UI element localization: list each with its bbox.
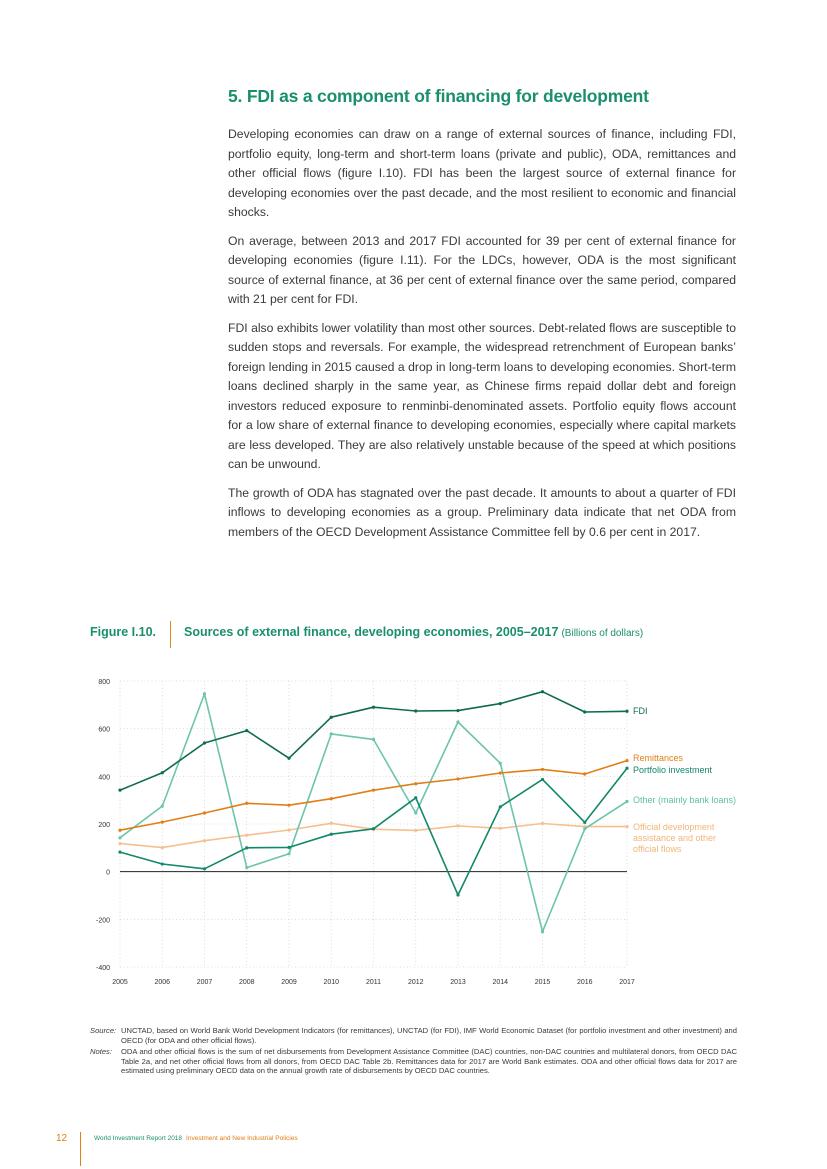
y-tick-label: 800: [98, 679, 110, 686]
notes-label: Notes:: [90, 1047, 112, 1056]
data-point-portfolio-investment: [161, 862, 164, 865]
series-line-other-mainly-bank-loans: [120, 694, 627, 932]
data-point-fdi: [583, 710, 586, 713]
data-point-remittances: [372, 789, 375, 792]
data-point-remittances: [583, 772, 586, 775]
paragraph: The growth of ODA has stagnated over the past decade. It amounts to about a quarter of FDI inflows to developing economies as a group. Preliminary data indicate that net ODA from members of the OECD Development Assistance Committee fell by 0.6 per cent in 2017.: [228, 485, 736, 539]
data-point-portfolio-investment: [414, 796, 417, 799]
y-tick-label: 0: [106, 869, 110, 877]
x-tick-label: 2006: [154, 979, 171, 986]
data-point-portfolio-investment: [456, 893, 459, 896]
source-text: UNCTAD, based on World Bank World Development Indicators (for remittances), UNCTAD (for FDI), IMF World Economic Dataset (for portfolio investment and other investment) and OECD (for ODA and other official flows).: [121, 1026, 737, 1045]
figure-unit: (Billions of dollars): [561, 628, 644, 639]
data-point-official-development-assistance-and-other-official-flows: [330, 822, 333, 825]
figure-label: Figure I.10.: [90, 625, 156, 639]
data-point-fdi: [203, 741, 206, 744]
data-point-other-mainly-bank-loans: [583, 827, 586, 830]
data-point-other-mainly-bank-loans: [330, 732, 333, 735]
y-tick-label: -400: [95, 965, 110, 972]
data-point-official-development-assistance-and-other-official-flows: [203, 839, 206, 842]
figure-title-text: Sources of external finance, developing economies, 2005–2017: [184, 625, 559, 639]
data-point-official-development-assistance-and-other-official-flows: [456, 824, 459, 827]
data-point-remittances: [330, 797, 333, 800]
data-point-portfolio-investment: [625, 767, 628, 770]
data-point-other-mainly-bank-loans: [203, 692, 206, 695]
x-tick-label: 2011: [365, 979, 382, 986]
figure-notes: [90, 1026, 737, 1078]
data-point-fdi: [372, 706, 375, 709]
legend-fdi: FDI: [633, 706, 648, 716]
data-point-other-mainly-bank-loans: [118, 836, 121, 839]
data-point-portfolio-investment: [499, 805, 502, 808]
data-point-official-development-assistance-and-other-official-flows: [541, 822, 544, 825]
data-point-remittances: [245, 802, 248, 805]
x-tick-label: 2012: [407, 979, 424, 986]
data-point-remittances: [203, 811, 206, 814]
data-point-other-mainly-bank-loans: [287, 852, 290, 855]
x-tick-label: 2007: [196, 979, 213, 986]
paragraph: FDI also exhibits lower volatility than most other sources. Debt-related flows are susceptible to sudden stops and reversals. For example, the widespread retrenchment of European banks’ foreign lending in 2015 caused a drop in long-term loans to developing economies. Short-term loans declined sharply in the same year, as Chinese firms repaid dollar debt and foreign investors reduced exposure to renminbi-denominated assets. Portfolio equity flows account for a low share of external finance to developing economies, especially where capital markets are less developed. They are also relatively unstable because of the speed at which positions can be unwound.: [228, 320, 736, 471]
x-tick-label: 2016: [576, 979, 593, 986]
legend-oda: Official development assistance and other official flows: [633, 822, 717, 854]
x-tick-label: 2008: [238, 979, 255, 986]
data-point-remittances: [541, 768, 544, 771]
data-point-other-mainly-bank-loans: [372, 738, 375, 741]
legend-portfolio-investment: Portfolio investment: [633, 765, 713, 775]
data-point-remittances: [456, 777, 459, 780]
data-point-fdi: [456, 709, 459, 712]
data-point-other-mainly-bank-loans: [541, 930, 544, 933]
data-point-portfolio-investment: [372, 827, 375, 830]
data-point-other-mainly-bank-loans: [245, 866, 248, 869]
data-point-other-mainly-bank-loans: [456, 720, 459, 723]
notes-note: [90, 1047, 737, 1076]
section-title: 5. FDI as a component of financing for development: [228, 86, 649, 106]
data-point-remittances: [161, 820, 164, 823]
data-point-other-mainly-bank-loans: [414, 811, 417, 814]
data-point-fdi: [541, 690, 544, 693]
paragraph: Developing economies can draw on a range of external sources of finance, including FDI, portfolio equity, long-term and short-term loans (private and public), ODA, remittances and other official flows (figure I.10). FDI has been the largest source of external finance for developing economies over the past decade, and the most resilient to economic and financial shocks.: [228, 127, 736, 219]
legend-other-bank-loans: Other (mainly bank loans): [633, 795, 737, 805]
x-tick-label: 2010: [323, 979, 340, 986]
data-point-fdi: [287, 757, 290, 760]
footer-divider: [80, 1132, 81, 1166]
data-point-portfolio-investment: [245, 846, 248, 849]
y-tick-label: 200: [98, 822, 110, 829]
data-point-portfolio-investment: [541, 778, 544, 781]
x-tick-label: 2014: [492, 979, 509, 986]
data-point-fdi: [625, 710, 628, 713]
data-point-portfolio-investment: [583, 821, 586, 824]
footer-report: [94, 1135, 298, 1142]
page-number: 12: [56, 1133, 68, 1144]
data-point-official-development-assistance-and-other-official-flows: [625, 825, 628, 828]
data-point-official-development-assistance-and-other-official-flows: [499, 827, 502, 830]
source-note: [90, 1026, 737, 1045]
x-tick-label: 2013: [450, 979, 466, 986]
data-point-other-mainly-bank-loans: [499, 762, 502, 765]
x-tick-label: 2017: [619, 979, 635, 986]
data-point-remittances: [499, 771, 502, 774]
y-tick-label: 600: [98, 726, 110, 734]
notes-text: ODA and other official flows is the sum of net disbursements from Development Assistance Committee (DAC) countries, non-DAC countries and multilateral donors, from OECD DAC Table 2a, and net other official flows from all donors, from OECD DAC Table 2b. Remittances data for 2017 are World Bank estimates. ODA and other official flows data for 2017 are estimated using preliminary OECD data on the annual growth rate of disbursements by OECD DAC countries.: [121, 1047, 737, 1075]
x-tick-label: 2009: [281, 979, 297, 986]
x-tick-label: 2005: [112, 979, 128, 986]
paragraph: On average, between 2013 and 2017 FDI accounted for 39 per cent of external finance for developing economies (figure I.11). For the LDCs, however, ODA is the most significant source of external finance, at 36 per cent of external finance over the same period, compared with 21 per cent for FDI.: [228, 233, 736, 306]
y-tick-label: -200: [95, 917, 110, 925]
data-point-official-development-assistance-and-other-official-flows: [287, 828, 290, 831]
data-point-other-mainly-bank-loans: [161, 805, 164, 808]
data-point-portfolio-investment: [203, 867, 206, 870]
series-line-remittances: [120, 761, 627, 831]
data-point-remittances: [625, 759, 628, 762]
data-point-fdi: [118, 789, 121, 792]
data-point-remittances: [287, 804, 290, 807]
data-point-official-development-assistance-and-other-official-flows: [414, 829, 417, 832]
data-point-remittances: [118, 829, 121, 832]
data-point-remittances: [414, 782, 417, 785]
legend-remittances: Remittances: [633, 753, 684, 763]
data-point-official-development-assistance-and-other-official-flows: [161, 846, 164, 849]
data-point-portfolio-investment: [287, 846, 290, 849]
x-tick-label: 2015: [534, 979, 551, 986]
data-point-official-development-assistance-and-other-official-flows: [245, 834, 248, 837]
footer-report-title: World Investment Report 2018: [94, 1135, 183, 1142]
data-point-official-development-assistance-and-other-official-flows: [118, 842, 121, 845]
data-point-fdi: [330, 716, 333, 719]
source-label: Source:: [90, 1026, 117, 1035]
data-point-fdi: [161, 771, 164, 774]
data-point-fdi: [414, 709, 417, 712]
data-point-fdi: [245, 729, 248, 732]
data-point-other-mainly-bank-loans: [625, 800, 628, 803]
data-point-portfolio-investment: [330, 833, 333, 836]
data-point-portfolio-investment: [118, 851, 121, 854]
data-point-fdi: [499, 702, 502, 705]
y-tick-label: 400: [98, 774, 110, 782]
footer-subtitle: Investment and New Industrial Policies: [186, 1135, 298, 1142]
